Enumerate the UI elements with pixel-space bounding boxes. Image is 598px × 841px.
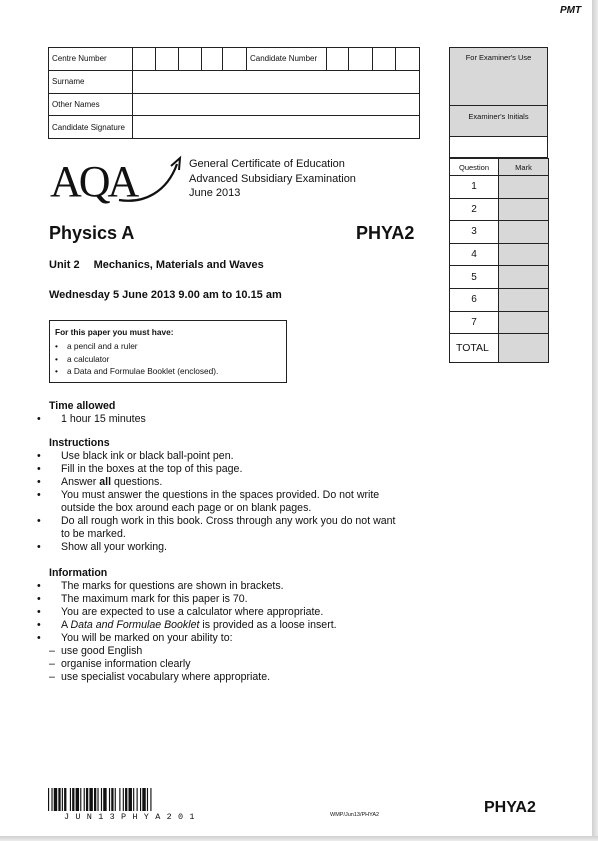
- exam-session: June 2013: [189, 187, 241, 199]
- barcode-text: JUN13PHYA201: [64, 812, 201, 822]
- unit-label: Unit 2: [49, 259, 80, 271]
- materials-item: • a calculator: [55, 353, 286, 366]
- unit-name: Mechanics, Materials and Waves: [93, 259, 264, 271]
- information-item: • You are expected to use a calculator where appropriate.: [49, 606, 409, 619]
- barcode-bar: [123, 788, 124, 811]
- mark-cell[interactable]: [499, 221, 549, 244]
- centre-number-box[interactable]: [202, 48, 223, 71]
- barcode-bar: [94, 788, 96, 811]
- mark-cell[interactable]: [499, 243, 549, 266]
- barcode-bar: [80, 788, 81, 811]
- candidate-details-table: [48, 47, 419, 139]
- examiner-use-header: For Examiner's Use: [449, 47, 548, 106]
- barcode-bar: [58, 788, 60, 811]
- instruction-item: • You must answer the questions in the spaces provided. Do not write outside the box around each page or on blank pages.: [49, 489, 399, 515]
- barcode-bar: [76, 788, 79, 811]
- examiner-use-panel: [449, 47, 548, 363]
- qualification-line: General Certificate of Education: [189, 158, 345, 170]
- information-item: • The maximum mark for this paper is 70.: [49, 593, 409, 606]
- materials-item: • a pencil and a ruler: [55, 340, 286, 353]
- question-number: 5: [450, 266, 499, 289]
- materials-item: • a Data and Formulae Booklet (enclosed).: [55, 365, 286, 378]
- other-names-field[interactable]: [133, 93, 420, 116]
- question-number: 4: [450, 243, 499, 266]
- unit-title: [49, 259, 264, 271]
- instructions-section: [49, 437, 399, 554]
- mark-header: Mark: [499, 159, 549, 176]
- pmt-mark: PMT: [560, 5, 582, 16]
- barcode-bar: [103, 788, 106, 811]
- barcode-bar: [111, 788, 113, 811]
- marks-table: [449, 158, 549, 363]
- information-subitem: – organise information clearly: [49, 658, 409, 671]
- instruction-item: • Answer all questions.: [49, 476, 399, 489]
- information-subitem: – use specialist vocabulary where appropriate.: [49, 671, 409, 684]
- centre-number-box[interactable]: [156, 48, 179, 71]
- page-edge-shadow: [592, 0, 598, 841]
- barcode-bar: [109, 788, 110, 811]
- information-section: [49, 567, 409, 684]
- barcode-bar: [97, 788, 98, 811]
- candidate-number-label: Candidate Number: [247, 48, 327, 71]
- barcode-bar: [129, 788, 132, 811]
- total-mark-cell[interactable]: [499, 334, 549, 363]
- examiner-initials-field[interactable]: [449, 137, 548, 158]
- mark-cell[interactable]: [499, 311, 549, 334]
- mark-cell[interactable]: [499, 198, 549, 221]
- barcode-bar: [62, 788, 63, 811]
- paper-reference: WMP/Jun13/PHYA2: [330, 812, 380, 818]
- barcode-bar: [133, 788, 134, 811]
- barcode-bar: [72, 788, 74, 811]
- time-section: [49, 400, 146, 426]
- exam-date: Wednesday 5 June 2013 9.00 am to 10.15 am: [49, 289, 282, 301]
- examiner-initials-label: Examiner's Initials: [449, 106, 548, 137]
- signature-label: Candidate Signature: [49, 116, 133, 139]
- centre-number-box[interactable]: [133, 48, 156, 71]
- centre-number-box[interactable]: [179, 48, 202, 71]
- qualification-info: [189, 157, 356, 201]
- barcode: [48, 788, 241, 811]
- centre-number-box[interactable]: [223, 48, 247, 71]
- barcode-bar: [89, 788, 92, 811]
- materials-box: [49, 320, 287, 383]
- subject-title: Physics A: [49, 223, 135, 243]
- instructions-heading: Instructions: [49, 437, 110, 449]
- barcode-bar: [147, 788, 148, 811]
- candidate-number-box[interactable]: [349, 48, 373, 71]
- signature-field[interactable]: [133, 116, 420, 139]
- page-edge-shadow-bottom: [0, 836, 598, 841]
- time-value: • 1 hour 15 minutes: [49, 413, 146, 426]
- barcode-bar: [54, 788, 57, 811]
- barcode-bar: [137, 788, 138, 811]
- centre-number-label: Centre Number: [49, 48, 133, 71]
- instruction-item: • Show all your working.: [49, 541, 399, 554]
- question-header: Question: [450, 159, 499, 176]
- time-heading: Time allowed: [49, 400, 116, 412]
- question-number: 3: [450, 221, 499, 244]
- surname-field[interactable]: [133, 70, 420, 93]
- instruction-item: • Use black ink or black ball-point pen.: [49, 450, 399, 463]
- barcode-bar: [64, 788, 66, 811]
- svg-text:AQA: AQA: [50, 157, 137, 204]
- barcode-bar: [84, 788, 85, 811]
- barcode-bar: [140, 788, 141, 811]
- qualification-line: Advanced Subsidiary Examination: [189, 172, 356, 185]
- footer-paper-code: PHYA2: [484, 799, 536, 816]
- barcode-bar: [51, 788, 52, 811]
- barcode-bar: [150, 788, 151, 811]
- candidate-number-box[interactable]: [327, 48, 349, 71]
- aqa-logo: [49, 152, 184, 204]
- barcode-bar: [48, 788, 49, 811]
- candidate-number-box[interactable]: [396, 48, 420, 71]
- information-item: • You will be marked on your ability to:: [49, 632, 409, 645]
- barcode-bar: [101, 788, 102, 811]
- surname-label: Surname: [49, 70, 133, 93]
- other-names-label: Other Names: [49, 93, 133, 116]
- information-item: • The marks for questions are shown in brackets.: [49, 580, 409, 593]
- question-number: 1: [450, 176, 499, 199]
- barcode-bar: [142, 788, 145, 811]
- barcode-bar: [125, 788, 127, 811]
- barcode-bar: [70, 788, 71, 811]
- mark-cell[interactable]: [499, 288, 549, 311]
- paper-code: PHYA2: [356, 223, 415, 243]
- barcode-bar: [119, 788, 120, 811]
- barcode-bar: [86, 788, 88, 811]
- instruction-item: • Do all rough work in this book. Cross through any work you do not want to be marked.: [49, 515, 399, 541]
- question-number: 2: [450, 198, 499, 221]
- question-number: 7: [450, 311, 499, 334]
- total-label: TOTAL: [450, 334, 499, 363]
- mark-cell[interactable]: [499, 176, 549, 199]
- information-item: • A Data and Formulae Booklet is provided as a loose insert.: [49, 619, 409, 632]
- barcode-bar: [115, 788, 116, 811]
- instruction-item: • Fill in the boxes at the top of this page.: [49, 463, 399, 476]
- candidate-number-box[interactable]: [373, 48, 396, 71]
- materials-title: For this paper you must have:: [55, 327, 174, 337]
- mark-cell[interactable]: [499, 266, 549, 289]
- information-subitem: – use good English: [49, 645, 409, 658]
- information-heading: Information: [49, 567, 108, 579]
- question-number: 6: [450, 288, 499, 311]
